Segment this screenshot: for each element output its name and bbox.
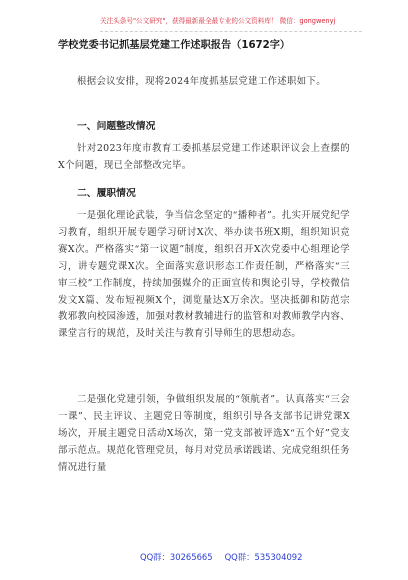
section-heading-problems: 一、问题整改情况 <box>77 121 156 132</box>
intro-paragraph: 根据会议安排，现将2024年度抓基层党建工作述职如下。 <box>77 76 326 87</box>
section2-paragraph-party-building: 二是强化党建引领，争做组织发展的“领航者”。认真落实“三会一课”、民主评议、主题党日等制度，组织引导各支部书记讲党课X场次，开展主题党日活动X场次，第一党支部被评选X“五个好”党支部示范点。规范化管理党员，每月对党员承诺践诺、完成党组织任务情况进行量 <box>58 394 350 473</box>
document-title: 学校党委书记抓基层党建工作述职报告（1672字） <box>58 40 291 51</box>
section1-paragraph: 针对2023年度市教育工委抓基层党建工作述职评议会上查摆的X个问题，现已全部整改完毕。 <box>58 143 350 171</box>
header-divider <box>100 31 362 32</box>
section2-paragraph-theory: 一是强化理论武装，争当信念坚定的“播种者”。扎实开展党纪学习教育，组织开展专题学习研讨X次、举办读书班X期，组织知识竞赛X次。严格落实“第一议题”制度，组织召开X次党委中心组理论学习，讲专题党课X次。全面落实意识形态工作责任制，严格落实“三审三校”工作制度，持续加强媒介的正面宣传和舆论引导，学校微信发文X篇、发布短视频X个，浏览量达X万余次。坚决抵御和防范宗教邪教向校园渗透，加强对教材教辅进行的监管和对教师教学内容、课堂言行的规范，及时关注与教育引导师生的思想动态。 <box>58 210 350 340</box>
footer-qq-group-2: QQ群：535304092 <box>224 552 303 562</box>
section-heading-duties: 二、履职情况 <box>77 188 136 199</box>
footer-contacts <box>140 551 320 563</box>
footer-qq-group-1: QQ群：30265665 <box>140 552 213 562</box>
header-banner: 关注头条号"公文研究"，获得最新最全最专业的公文资料库！ 微信：gongwenyj <box>100 17 336 25</box>
